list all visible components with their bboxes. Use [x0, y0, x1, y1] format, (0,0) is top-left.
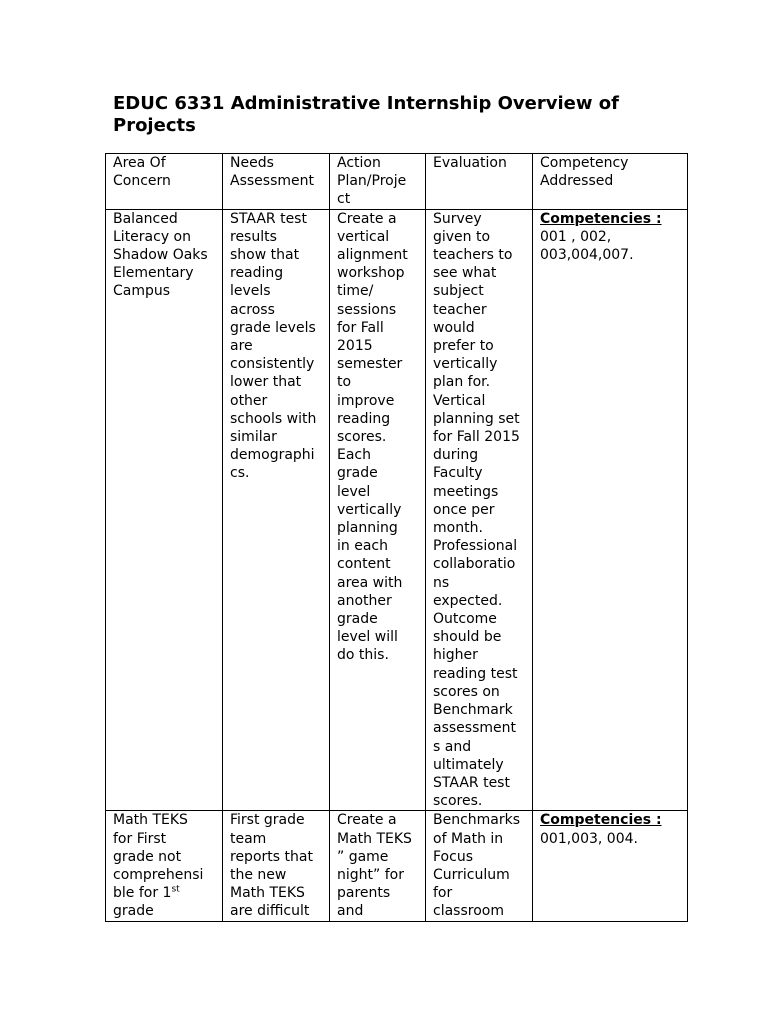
cell-line: to [337, 374, 352, 391]
cell-line: higher [433, 647, 478, 664]
header-text: Area Of [113, 155, 166, 171]
cell-line: s and [433, 738, 472, 755]
table-row [106, 811, 688, 921]
competencies-label: Competencies : [540, 812, 662, 829]
cell-line: scores. [433, 793, 483, 810]
cell-needs-assessment [223, 209, 330, 811]
cell-line: vertically [433, 356, 498, 373]
cell-line: vertically [337, 501, 402, 518]
cell-line: are [230, 338, 253, 355]
cell-line: similar [230, 429, 277, 446]
projects-table [105, 153, 688, 922]
cell-line: ” game [337, 848, 389, 865]
cell-line: Create a [337, 210, 397, 227]
cell-line: for Fall 2015 [433, 429, 520, 446]
cell-line: workshop [337, 265, 405, 282]
cell-line: STAAR test [230, 210, 307, 227]
cell-line: 001,003, 004. [540, 830, 638, 847]
cell-line: ble for 1st [113, 884, 180, 902]
cell-line: alignment [337, 247, 408, 264]
header-text: Plan/Proje [337, 173, 407, 190]
cell-line: semester [337, 356, 403, 373]
competencies-label: Competencies : [540, 210, 662, 227]
cell-line: reports that [230, 848, 313, 865]
cell-line: given to [433, 228, 491, 245]
cell-line: 2015 [337, 338, 373, 355]
cell-action-plan [330, 209, 426, 811]
cell-line: for [433, 885, 453, 902]
cell-line: demographi [230, 447, 315, 464]
cell-line: planning [337, 520, 398, 537]
cell-line: content [337, 556, 391, 573]
cell-line: grade levels [230, 319, 316, 336]
cell-line: parents [337, 885, 391, 902]
cell-line: ns [433, 574, 450, 591]
cell-line: reading [230, 265, 284, 282]
competency-values [540, 830, 683, 848]
cell-line: another [337, 592, 392, 609]
header-text: Needs [230, 155, 274, 171]
header-text: Evaluation [433, 155, 507, 171]
area-lines [113, 811, 218, 902]
cell-line: do this. [337, 647, 389, 664]
cell-line: lower that [230, 374, 302, 391]
cell-line: classroom [433, 903, 504, 920]
cell-line: Literacy on [113, 228, 191, 245]
cell-line: scores. [337, 429, 387, 446]
cell-evaluation [426, 811, 533, 921]
cell-line: assessment [433, 720, 516, 737]
cell-line: Math TEKS [230, 885, 305, 902]
cell-competency [533, 811, 688, 921]
cell-line: during [433, 447, 479, 464]
cell-line: improve [337, 392, 395, 409]
cell-line: Survey [433, 210, 482, 227]
cell-line: planning set [433, 410, 520, 427]
cell-line: the new [230, 866, 287, 883]
cell-line: Curriculum [433, 866, 510, 883]
header-text: Addressed [540, 173, 614, 190]
cell-line: Campus [113, 283, 171, 300]
document-title [113, 93, 673, 137]
cell-line: vertical [337, 228, 390, 245]
cell-line: night” for [337, 866, 404, 883]
cell-area-of-concern [106, 209, 223, 811]
cell-line: Balanced [113, 210, 178, 227]
cell-line: Each [337, 447, 371, 464]
cell-line: collaboratio [433, 556, 516, 573]
cell-line: show that [230, 247, 300, 264]
cell-line: Benchmark [433, 702, 513, 719]
header-competency-addressed [533, 154, 688, 210]
cell-needs-assessment [223, 811, 330, 921]
cell-line: grade [337, 611, 378, 628]
cell-evaluation [426, 209, 533, 811]
cell-line: ultimately [433, 756, 504, 773]
cell-line: expected. [433, 592, 503, 609]
cell-line: should be [433, 629, 502, 646]
title-line: EDUC 6331 Administrative Internship Overview of [113, 93, 619, 114]
cell-line: in each [337, 538, 388, 555]
cell-line: of Math in [433, 830, 504, 847]
cell-action-plan [330, 811, 426, 921]
cell-competency [533, 209, 688, 811]
cell-line: 001 , 002, [540, 228, 612, 245]
cell-line: teacher [433, 301, 487, 318]
table-row [106, 209, 688, 811]
cell-line: prefer to [433, 338, 494, 355]
cell-line: Elementary [113, 265, 194, 282]
cell-line: Shadow Oaks [113, 247, 208, 264]
cell-line: Professional [433, 538, 518, 555]
cell-line: grade [113, 903, 154, 920]
superscript: st [171, 884, 180, 895]
cell-line: levels [230, 283, 271, 300]
cell-line: level [337, 483, 371, 500]
header-text: Assessment [230, 173, 314, 190]
cell-line: would [433, 319, 475, 336]
cell-line: STAAR test [433, 774, 510, 791]
cell-line: team [230, 830, 267, 847]
cell-line: plan for. [433, 374, 491, 391]
cell-line: once per [433, 501, 495, 518]
cell-line: Math TEKS [337, 830, 412, 847]
cell-line: time/ [337, 283, 374, 300]
cell-area-of-concern [106, 811, 223, 921]
cell-line: for First [113, 830, 167, 847]
cell-line: Focus [433, 848, 473, 865]
cell-line: sessions [337, 301, 397, 318]
cell-line: area with [337, 574, 403, 591]
cell-line: Faculty [433, 465, 483, 482]
cell-line: are difficult [230, 903, 310, 920]
header-evaluation [426, 154, 533, 210]
cell-line: scores on [433, 683, 500, 700]
cell-line: month. [433, 520, 483, 537]
cell-line: teachers to [433, 247, 513, 264]
header-area-of-concern [106, 154, 223, 210]
cell-line: grade [337, 465, 378, 482]
cell-line: for Fall [337, 319, 384, 336]
cell-line: Vertical [433, 392, 486, 409]
cell-line: Benchmarks [433, 812, 521, 829]
cell-line: comprehensi [113, 866, 204, 883]
cell-line: Math TEKS [113, 812, 188, 829]
cell-line: meetings [433, 483, 499, 500]
competency-values [540, 228, 683, 264]
cell-line: First grade [230, 812, 305, 829]
cell-line: reading [337, 410, 391, 427]
cell-line: results [230, 228, 277, 245]
cell-line: reading test [433, 665, 518, 682]
header-needs-assessment [223, 154, 330, 210]
cell-line: subject [433, 283, 484, 300]
cell-line: across [230, 301, 275, 318]
header-text: Concern [113, 173, 171, 190]
header-text: Action [337, 155, 381, 171]
header-text: Competency [540, 155, 629, 171]
cell-line: consistently [230, 356, 315, 373]
cell-line: level will [337, 629, 398, 646]
cell-line: grade not [113, 848, 182, 865]
cell-line: Create a [337, 812, 397, 829]
cell-line: Outcome [433, 611, 497, 628]
cell-line: 003,004,007. [540, 247, 634, 264]
cell-line: other [230, 392, 268, 409]
cell-line: and [337, 903, 364, 920]
table-header-row [106, 154, 688, 210]
cell-line: schools with [230, 410, 317, 427]
header-action-plan [330, 154, 426, 210]
cell-line: see what [433, 265, 497, 282]
header-text: ct [337, 191, 351, 208]
title-line: Projects [113, 115, 196, 136]
cell-line: cs. [230, 465, 250, 482]
